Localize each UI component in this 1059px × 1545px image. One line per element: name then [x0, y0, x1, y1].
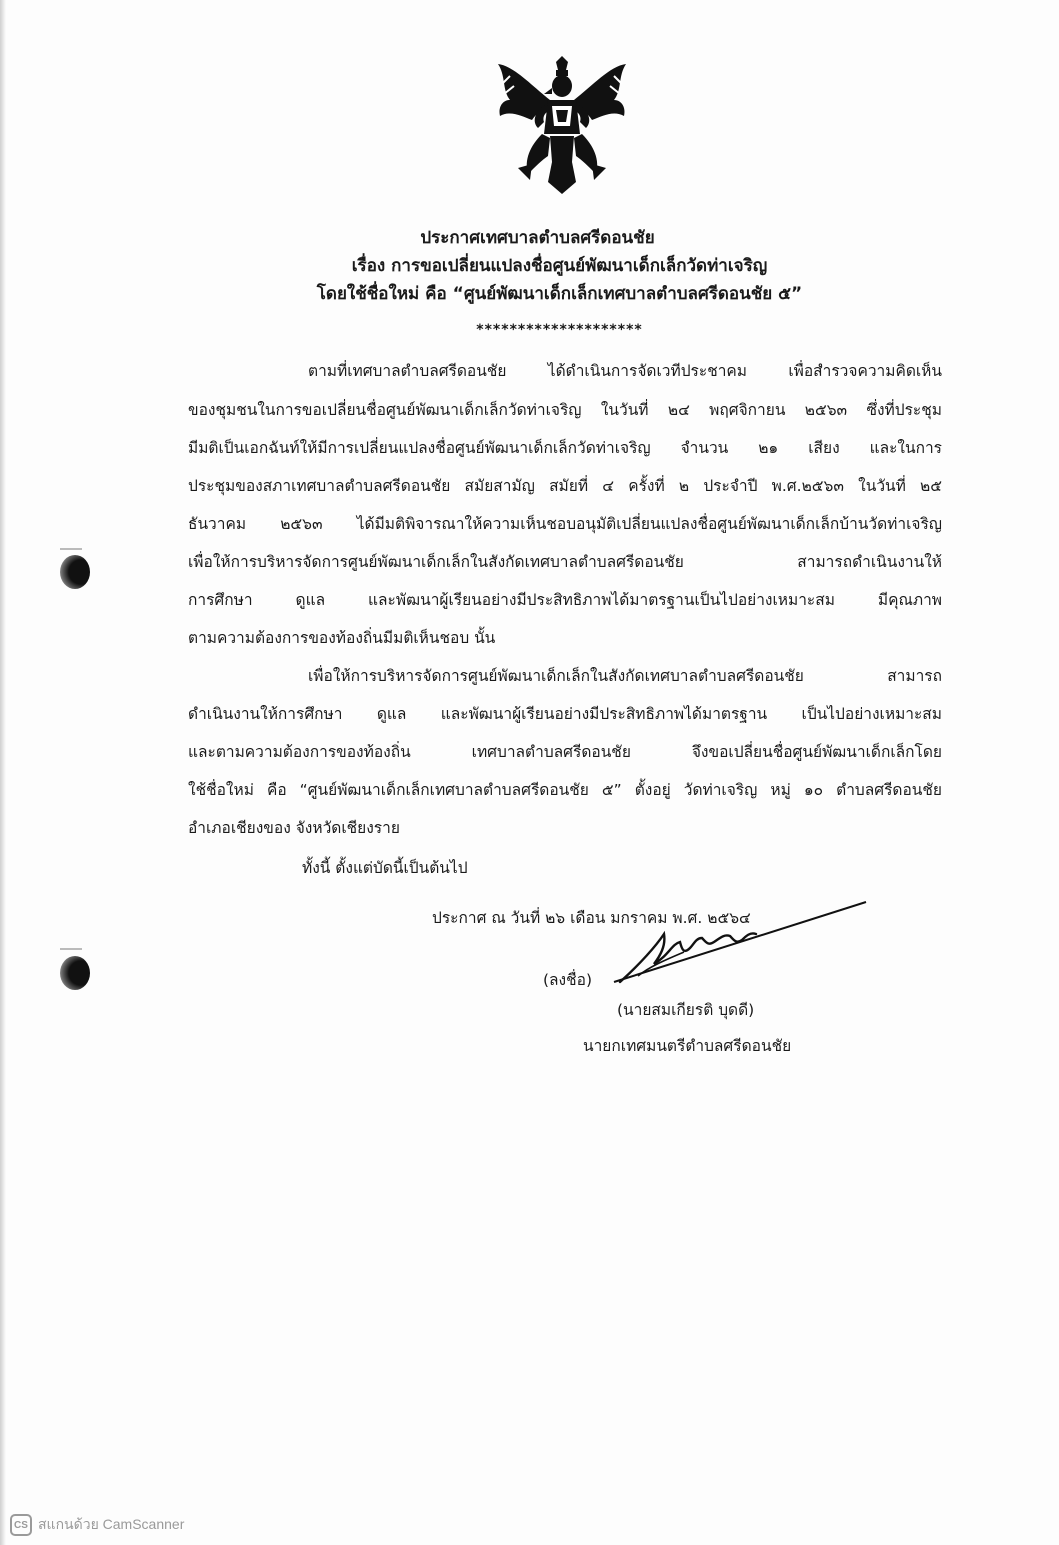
signer-position: นายกเทศมนตรีตำบลศรีดอนชัย — [583, 1037, 792, 1055]
heading-separator: ******************** — [476, 322, 643, 338]
announcement-title: ประกาศเทศบาลตำบลศรีดอนชัย — [420, 228, 655, 248]
paragraph1-line: ของชุมชนในการขอเปลี่ยนชื่อศูนย์พัฒนาเด็กเล็กวัดท่าเจริญ ในวันที่ ๒๔ พฤศจิกายน ๒๕๖๓ ซึ่งที่ประชุม — [188, 401, 942, 419]
handwritten-signature — [610, 894, 880, 994]
garuda-emblem-icon — [492, 56, 632, 194]
paragraph2-line: ดำเนินงานให้การศึกษา ดูแล และพัฒนาผู้เรียนอย่างมีประสิทธิภาพได้มาตรฐาน เป็นไปอย่างเหมาะสม — [188, 705, 942, 723]
announcement-date: ประกาศ ณ วันที่ ๒๖ เดือน มกราคม พ.ศ. ๒๕๖๔ — [432, 909, 751, 927]
paragraph1-line: มีมติเป็นเอกฉันท์ให้มีการเปลี่ยนแปลงชื่อศูนย์พัฒนาเด็กเล็กวัดท่าเจริญ จำนวน ๒๑ เสียง และในการ — [188, 439, 942, 457]
paragraph1-line: การศึกษา ดูแล และพัฒนาผู้เรียนอย่างมีประสิทธิภาพได้มาตรฐานเป็นไปอย่างเหมาะสม มีคุณภาพ — [188, 591, 942, 609]
punch-mark — [60, 948, 82, 950]
camscanner-text: สแกนด้วย CamScanner — [38, 1516, 185, 1532]
paragraph1-line: ตามความต้องการของท้องถิ่นมีมติเห็นชอบ นั้น — [188, 629, 496, 647]
hole-punch — [60, 555, 90, 589]
camscanner-logo-icon: CS — [10, 1514, 32, 1536]
hole-punch — [60, 956, 90, 990]
scan-edge-shadow — [0, 0, 6, 1545]
effective-statement: ทั้งนี้ ตั้งแต่บัดนี้เป็นต้นไป — [302, 859, 468, 877]
paragraph1-line: เพื่อให้การบริหารจัดการศูนย์พัฒนาเด็กเล็กในสังกัดเทศบาลตำบลศรีดอนชัย สามารถดำเนินงานให้ — [188, 553, 942, 571]
punch-mark — [60, 548, 82, 550]
paragraph1-line: ตามที่เทศบาลตำบลศรีดอนชัย ได้ดำเนินการจัดเวทีประชาคม เพื่อสำรวจความคิดเห็น — [308, 362, 942, 380]
camscanner-watermark — [10, 1512, 184, 1538]
signer-name: (นายสมเกียรติ บุดดี) — [617, 1001, 755, 1019]
signed-label: (ลงชื่อ) — [543, 971, 592, 989]
paragraph2-line: ใช้ชื่อใหม่ คือ “ศูนย์พัฒนาเด็กเล็กเทศบาลตำบลศรีดอนชัย ๕” ตั้งอยู่ วัดท่าเจริญ หมู่ ๑๐ ตำบลศรีดอนชัย — [188, 781, 942, 799]
paragraph2-line: เพื่อให้การบริหารจัดการศูนย์พัฒนาเด็กเล็กในสังกัดเทศบาลตำบลศรีดอนชัย สามารถ — [308, 667, 942, 685]
paragraph2-line: และตามความต้องการของท้องถิ่น เทศบาลตำบลศรีดอนชัย จึงขอเปลี่ยนชื่อศูนย์พัฒนาเด็กเล็กโดย — [188, 743, 942, 761]
paragraph1-line: ธันวาคม ๒๕๖๓ ได้มีมติพิจารณาให้ความเห็นชอบอนุมัติเปลี่ยนแปลงชื่อศูนย์พัฒนาเด็กเล็กบ้านวัดท่าเจริญ — [188, 515, 942, 533]
announcement-new-name: โดยใช้ชื่อใหม่ คือ “ศูนย์พัฒนาเด็กเล็กเทศบาลตำบลศรีดอนชัย ๕” — [316, 284, 803, 304]
announcement-subject: เรื่อง การขอเปลี่ยนแปลงชื่อศูนย์พัฒนาเด็กเล็กวัดท่าเจริญ — [351, 256, 768, 276]
paragraph2-line: อำเภอเชียงของ จังหวัดเชียงราย — [188, 819, 400, 837]
paragraph1-line: ประชุมของสภาเทศบาลตำบลศรีดอนชัย สมัยสามัญ สมัยที่ ๔ ครั้งที่ ๒ ประจำปี พ.ศ.๒๕๖๓ ในวันที่ ๒๕ — [188, 477, 942, 495]
